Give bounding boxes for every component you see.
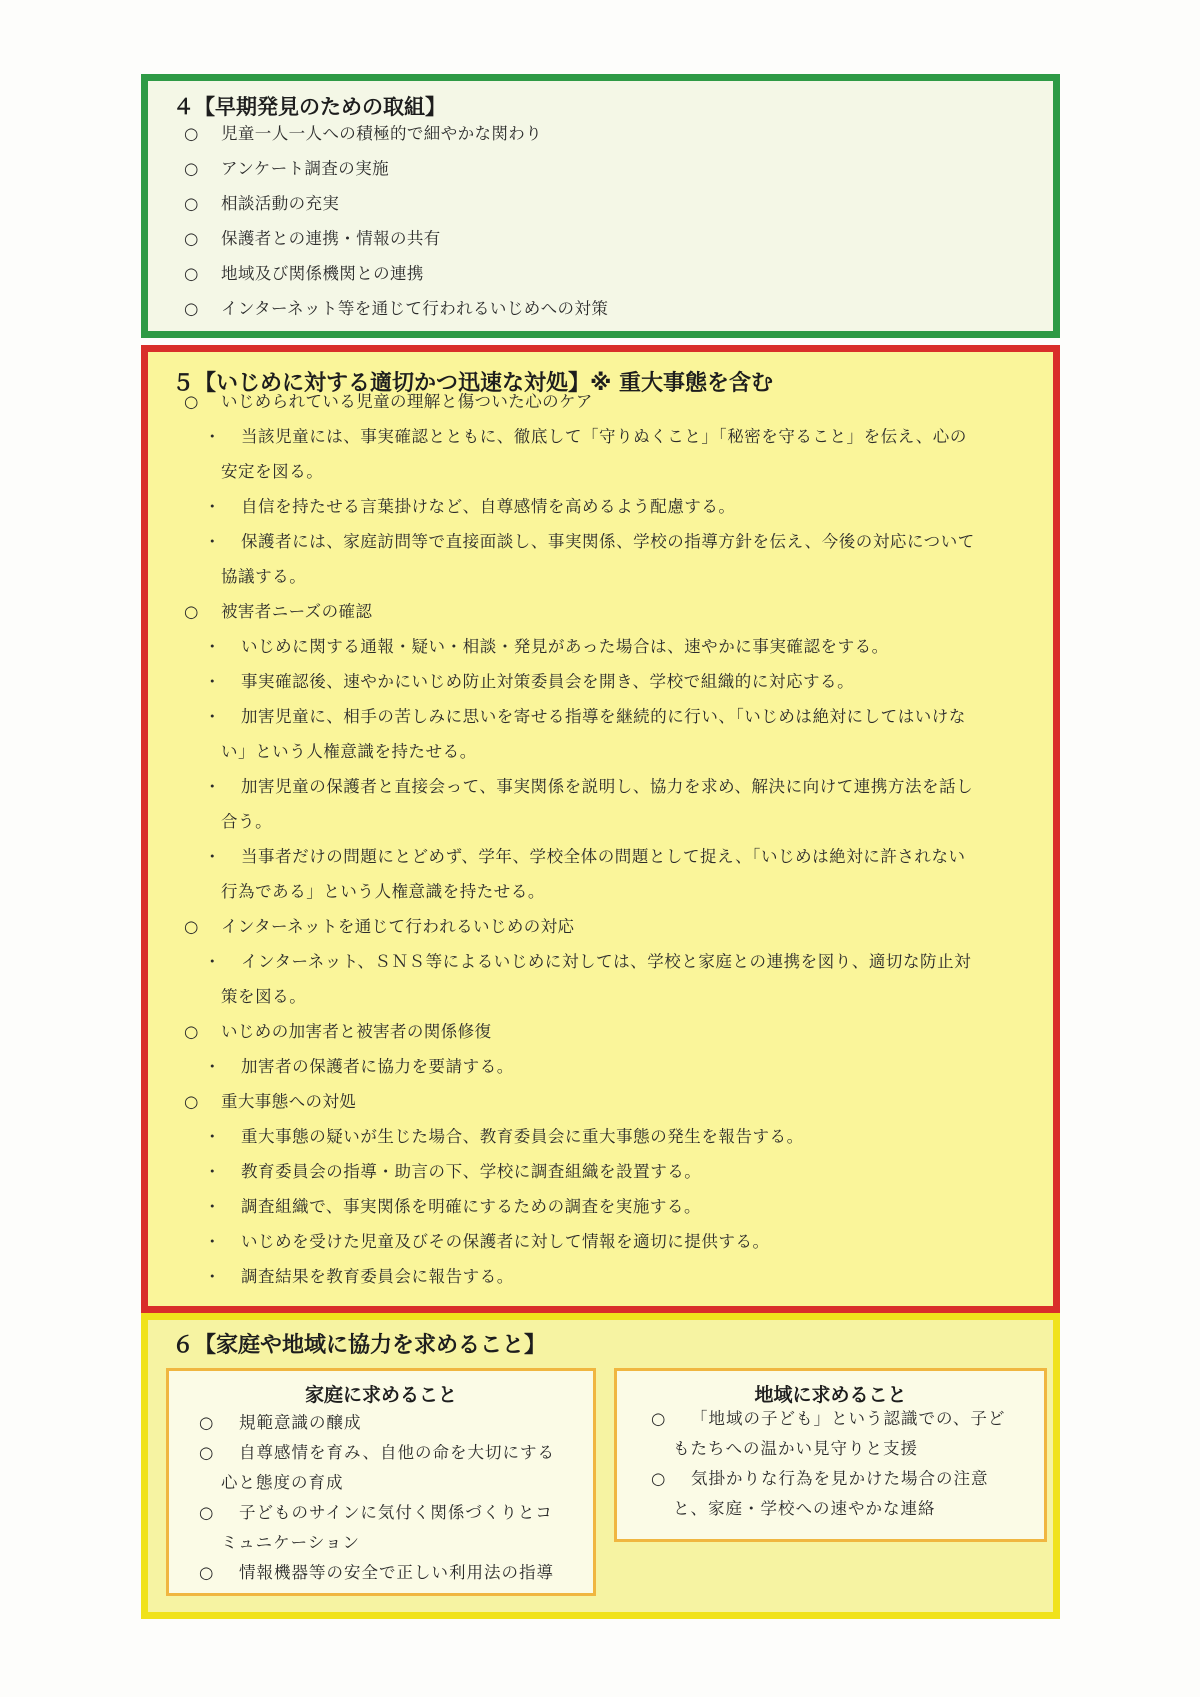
bullet-marker-icon: ・ (204, 1267, 221, 1286)
section-early-detection (141, 74, 1060, 338)
line-text: いじめに関する通報・疑い・相談・発見があった場合は、速やかに事実確認をする。 (241, 637, 889, 656)
circle-marker-icon: ○ (184, 1022, 199, 1041)
section-6-title: ６【家庭や地域に協力を求めること】 (172, 1333, 547, 1358)
line-text: と、家庭・学校への速やかな連絡 (673, 1499, 936, 1518)
section-4-title: ４【早期発見のための取組】 (173, 95, 446, 119)
line-text: 行為である」という人権意識を持たせる。 (221, 882, 545, 901)
circle-marker-icon: ○ (184, 1092, 199, 1111)
line-text: 調査組織で、事実関係を明確にするための調査を実施する。 (241, 1197, 702, 1216)
line-text: 心と態度の育成 (221, 1473, 344, 1492)
circle-marker-icon: ○ (184, 159, 199, 178)
line-text: 加害児童に、相手の苦しみに思いを寄せる指導を継続的に行い、「いじめは絶対にしてはいけな (241, 707, 966, 726)
line-text: いじめを受けた児童及びその保護者に対して情報を適切に提供する。 (241, 1232, 770, 1251)
line-text: インターネットを通じて行われるいじめの対応 (221, 917, 575, 936)
bullet-marker-icon: ・ (204, 427, 221, 446)
line-text: 気掛かりな行為を見かけた場合の注意 (691, 1469, 989, 1488)
circle-marker-icon: ○ (184, 299, 199, 318)
line-text: 加害者の保護者に協力を要請する。 (241, 1057, 514, 1076)
line-text: 被害者ニーズの確認 (221, 602, 373, 621)
circle-marker-icon: ○ (184, 124, 199, 143)
bullet-marker-icon: ・ (204, 497, 221, 516)
community-requests-title: 地域に求めること (754, 1384, 907, 1406)
bullet-marker-icon: ・ (204, 672, 221, 691)
bullet-marker-icon: ・ (204, 637, 221, 656)
line-text: 策を図る。 (221, 987, 307, 1006)
line-text: ミュニケーション (221, 1533, 361, 1552)
line-text: インターネット、ＳＮＳ等によるいじめに対しては、学校と家庭との連携を図り、適切な防止対 (241, 952, 972, 971)
bullet-marker-icon: ・ (204, 1197, 221, 1216)
circle-marker-icon: ○ (184, 264, 199, 283)
bullet-marker-icon: ・ (204, 952, 221, 971)
bullet-marker-icon: ・ (204, 1127, 221, 1146)
bullet-marker-icon: ・ (204, 1232, 221, 1251)
circle-marker-icon: ○ (184, 602, 199, 621)
line-text: 児童一人一人への積極的で細やかな関わり (221, 124, 543, 143)
line-text: もたちへの温かい見守りと支援 (673, 1439, 918, 1458)
circle-marker-icon: ○ (651, 1409, 667, 1428)
line-text: いじめの加害者と被害者の関係修復 (221, 1022, 492, 1041)
bullet-marker-icon: ・ (204, 777, 221, 796)
line-text: 相談活動の充実 (221, 194, 340, 213)
line-text: 合う。 (221, 812, 273, 831)
section-5-title: ５【いじめに対する適切かつ迅速な対処】※ 重大事態を含む (172, 371, 774, 396)
line-text: 自尊感情を育み、自他の命を大切にする (239, 1443, 555, 1462)
line-text: 「地域の子ども」という認識での、子ど (691, 1409, 1006, 1428)
section-response (141, 345, 1060, 1313)
line-text: い」という人権意識を持たせる。 (221, 742, 477, 761)
section-cooperation (141, 1313, 1060, 1619)
community-requests-box (614, 1368, 1047, 1542)
bullet-marker-icon: ・ (204, 532, 221, 551)
line-text: 情報機器等の安全で正しい利用法の指導 (239, 1563, 554, 1582)
circle-marker-icon: ○ (184, 392, 199, 411)
line-text: 地域及び関係機関との連携 (221, 264, 424, 283)
bullet-marker-icon: ・ (204, 1057, 221, 1076)
circle-marker-icon: ○ (184, 917, 199, 936)
circle-marker-icon: ○ (199, 1503, 215, 1522)
line-text: インターネット等を通じて行われるいじめへの対策 (221, 299, 609, 318)
home-requests-title: 家庭に求めること (304, 1384, 457, 1406)
line-text: 当該児童には、事実確認とともに、徹底して「守りぬくこと」「秘密を守ること」を伝え、心の (241, 427, 967, 446)
circle-marker-icon: ○ (199, 1443, 215, 1462)
line-text: 安定を図る。 (221, 462, 324, 481)
home-requests-box (166, 1368, 596, 1596)
line-text: 子どものサインに気付く関係づくりとコ (239, 1503, 553, 1522)
line-text: 加害児童の保護者と直接会って、事実関係を説明し、協力を求め、解決に向けて連携方法を話し (241, 777, 974, 796)
bullet-marker-icon: ・ (204, 847, 221, 866)
bullet-marker-icon: ・ (204, 1162, 221, 1181)
line-text: 協議する。 (221, 567, 307, 586)
line-text: 教育委員会の指導・助言の下、学校に調査組織を設置する。 (241, 1162, 702, 1181)
line-text: 重大事態の疑いが生じた場合、教育委員会に重大事態の発生を報告する。 (241, 1127, 804, 1146)
line-text: アンケート調査の実施 (221, 159, 390, 178)
line-text: 重大事態への対処 (221, 1092, 357, 1111)
line-text: 保護者には、家庭訪問等で直接面談し、事実関係、学校の指導方針を伝え、今後の対応について (241, 532, 975, 551)
line-text: いじめられている児童の理解と傷ついた心のケア (221, 392, 593, 411)
line-text: 事実確認後、速やかにいじめ防止対策委員会を開き、学校で組織的に対応する。 (241, 672, 855, 691)
line-text: 規範意識の醸成 (239, 1413, 362, 1432)
line-text: 保護者との連携・情報の共有 (221, 229, 441, 248)
circle-marker-icon: ○ (199, 1413, 215, 1432)
circle-marker-icon: ○ (199, 1563, 215, 1582)
line-text: 自信を持たせる言葉掛けなど、自尊感情を高めるよう配慮する。 (241, 497, 736, 516)
line-text: 当事者だけの問題にとどめず、学年、学校全体の問題として捉え、「いじめは絶対に許されない (241, 847, 966, 866)
circle-marker-icon: ○ (651, 1469, 667, 1488)
circle-marker-icon: ○ (184, 194, 199, 213)
line-text: 調査結果を教育委員会に報告する。 (241, 1267, 514, 1286)
circle-marker-icon: ○ (184, 229, 199, 248)
bullet-marker-icon: ・ (204, 707, 221, 726)
